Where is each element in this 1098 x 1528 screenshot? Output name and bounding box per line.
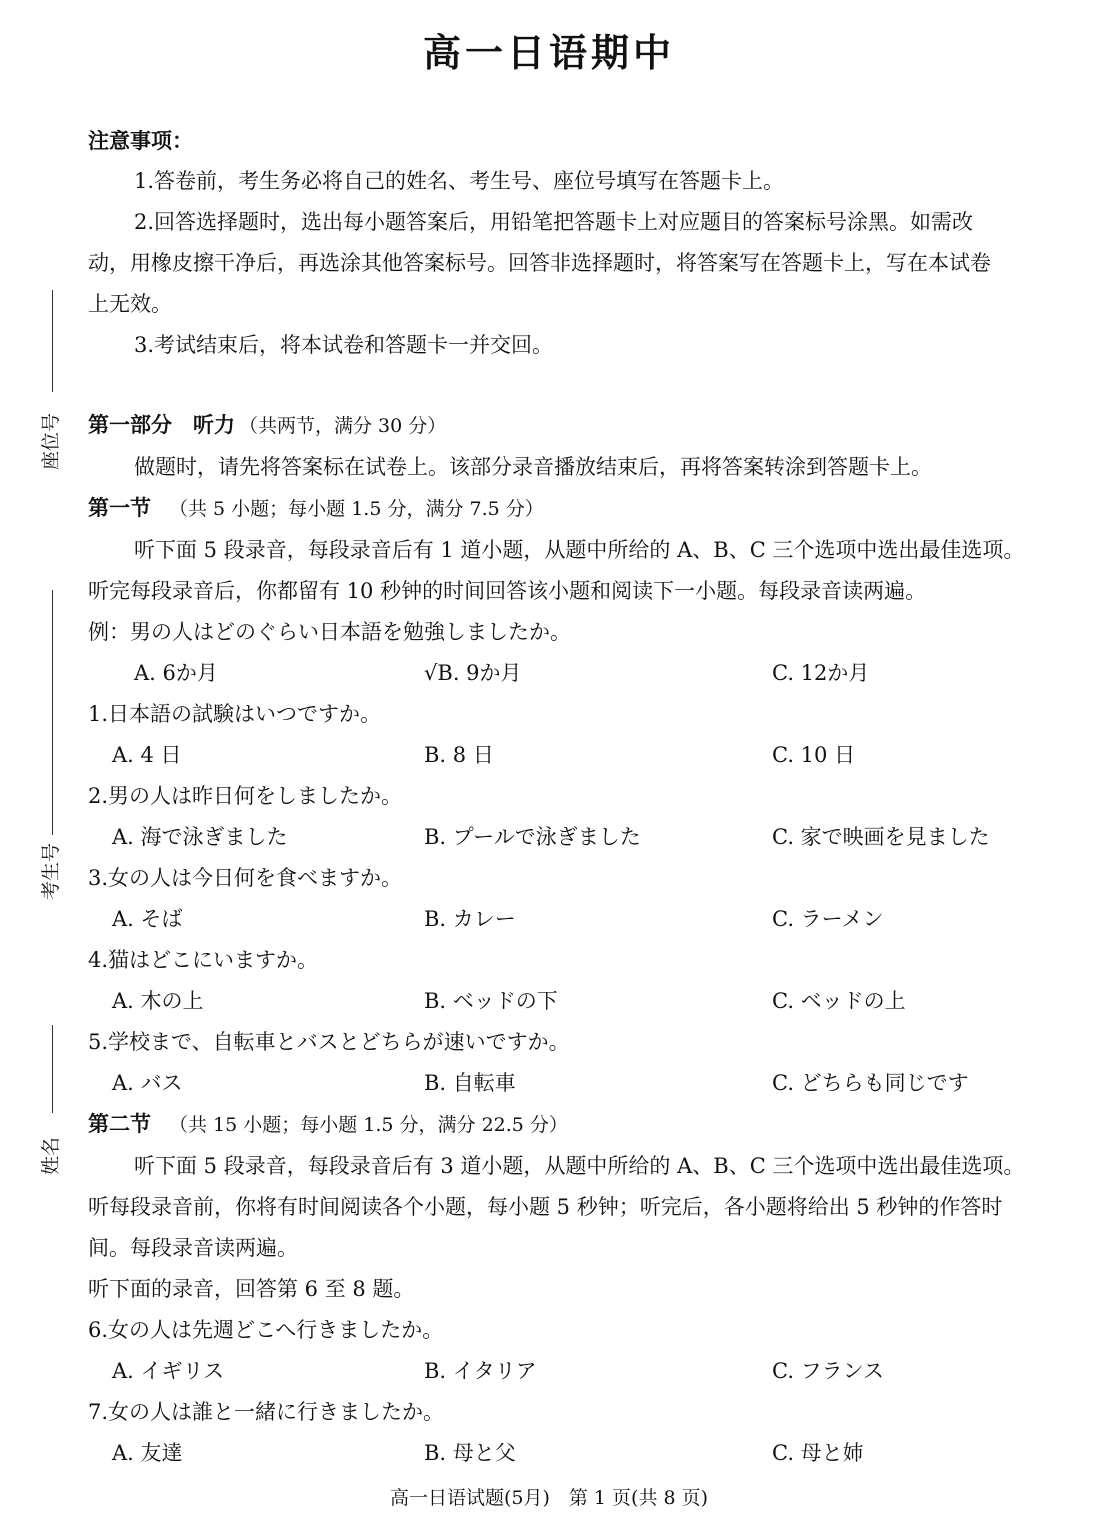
notice-item-3: 3.考试结束后，将本试卷和答题卡一并交回。: [134, 333, 554, 357]
question-1: 1.日本語の試験はいつですか。: [88, 702, 382, 726]
question-6: 6.女の人は先週どこへ行きましたか。: [88, 1318, 444, 1342]
question-5-option-b: B. 自転車: [424, 1071, 516, 1095]
question-3: 3.女の人は今日何を食べますか。: [88, 866, 403, 890]
part1-heading: [88, 410, 446, 441]
example-option-b: √B. 9か月: [424, 661, 522, 685]
notice-item-2-line-3: 上无效。: [88, 292, 172, 316]
section1-intro-line-1: 听下面 5 段录音，每段录音后有 1 道小题，从题中所给的 A、B、C 三个选项中选出最佳选项。: [134, 538, 1025, 562]
section1-intro-line-2: 听完每段录音后，你都留有 10 秒钟的时间回答该小题和阅读下一小题。每段录音读两遍。: [88, 579, 927, 603]
example-option-a: A. 6か月: [134, 661, 218, 685]
part1-heading-detail: （共两节，满分 30 分）: [239, 415, 447, 437]
section2-heading-main: 第二节: [88, 1112, 151, 1136]
section2-intro-line-1: 听下面 5 段录音，每段录音后有 3 道小题，从题中所给的 A、B、C 三个选项中选出最佳选项。: [134, 1154, 1025, 1178]
part1-heading-main: 第一部分 听力: [88, 413, 235, 437]
question-1-option-b: B. 8 日: [424, 743, 494, 767]
section1-heading-main: 第一节: [88, 496, 151, 520]
notice-item-2-line-2: 动，用橡皮擦干净后，再选涂其他答案标号。回答非选择题时，将答案写在答题卡上，写在本试卷: [88, 251, 991, 275]
question-7-option-c: C. 母と姉: [772, 1441, 864, 1465]
seat-label: 座位号: [40, 412, 62, 470]
page-footer: 高一日语试题(5月) 第 1 页(共 8 页): [389, 1487, 709, 1509]
exam-number-line: [52, 590, 53, 835]
question-4: 4.猫はどこにいますか。: [88, 948, 319, 972]
question-2-option-a: A. 海で泳ぎました: [112, 825, 288, 849]
seat-line: [52, 290, 53, 392]
notice-item-1: 1.答卷前，考生务必将自己的姓名、考生号、座位号填写在答题卡上。: [134, 169, 785, 193]
question-2-option-c: C. 家で映画を見ました: [772, 825, 990, 849]
section1-heading-detail: （共 5 小题；每小题 1.5 分，满分 7.5 分）: [169, 498, 544, 520]
question-3-option-a: A. そば: [112, 907, 183, 931]
name-label: 姓名: [40, 1136, 62, 1175]
section2-group-intro: 听下面的录音，回答第 6 至 8 题。: [88, 1277, 415, 1301]
question-2-option-b: B. プールで泳ぎました: [424, 825, 641, 849]
question-6-option-c: C. フランス: [772, 1359, 885, 1383]
example-option-c: C. 12か月: [772, 661, 870, 685]
question-6-option-a: A. イギリス: [112, 1359, 225, 1383]
section1-heading: [88, 493, 544, 524]
question-5-option-c: C. どちらも同じです: [772, 1071, 969, 1095]
question-3-option-c: C. ラーメン: [772, 907, 884, 931]
question-7-option-b: B. 母と父: [424, 1441, 516, 1465]
question-5-option-a: A. バス: [112, 1071, 183, 1095]
page-title: 高一日语期中: [422, 31, 675, 75]
question-4-option-c: C. ベッドの上: [772, 989, 906, 1013]
question-4-option-b: B. ベッドの下: [424, 989, 558, 1013]
section2-intro-line-3: 间。每段录音读两遍。: [88, 1236, 298, 1260]
notice-heading: 注意事项：: [88, 129, 193, 153]
part1-instruction: 做题时，请先将答案标在试卷上。该部分录音播放结束后，再将答案转涂到答题卡上。: [134, 455, 932, 479]
question-2: 2.男の人は昨日何をしましたか。: [88, 784, 403, 808]
question-7: 7.女の人は誰と一緒に行きましたか。: [88, 1400, 445, 1424]
question-5: 5.学校まで、自転車とバスとどちらが速いですか。: [88, 1030, 570, 1054]
section2-heading: [88, 1109, 568, 1140]
section2-intro-line-2: 听每段录音前，你将有时间阅读各个小题，每小题 5 秒钟；听完后，各小题将给出 5 秒钟的作答时: [88, 1195, 1003, 1219]
question-1-option-a: A. 4 日: [112, 743, 182, 767]
section2-heading-detail: （共 15 小题；每小题 1.5 分，满分 22.5 分）: [169, 1114, 568, 1136]
exam-number-label: 考生号: [40, 842, 62, 900]
question-6-option-b: B. イタリア: [424, 1359, 537, 1383]
question-4-option-a: A. 木の上: [112, 989, 204, 1013]
question-3-option-b: B. カレー: [424, 907, 516, 931]
notice-item-2-line-1: 2.回答选择题时，选出每小题答案后，用铅笔把答题卡上对应题目的答案标号涂黑。如需改: [134, 210, 974, 234]
question-1-option-c: C. 10 日: [772, 743, 856, 767]
question-7-option-a: A. 友達: [112, 1441, 183, 1465]
example-question: 例：男の人はどのぐらい日本語を勉強しましたか。: [88, 620, 571, 644]
name-line: [52, 1025, 53, 1113]
